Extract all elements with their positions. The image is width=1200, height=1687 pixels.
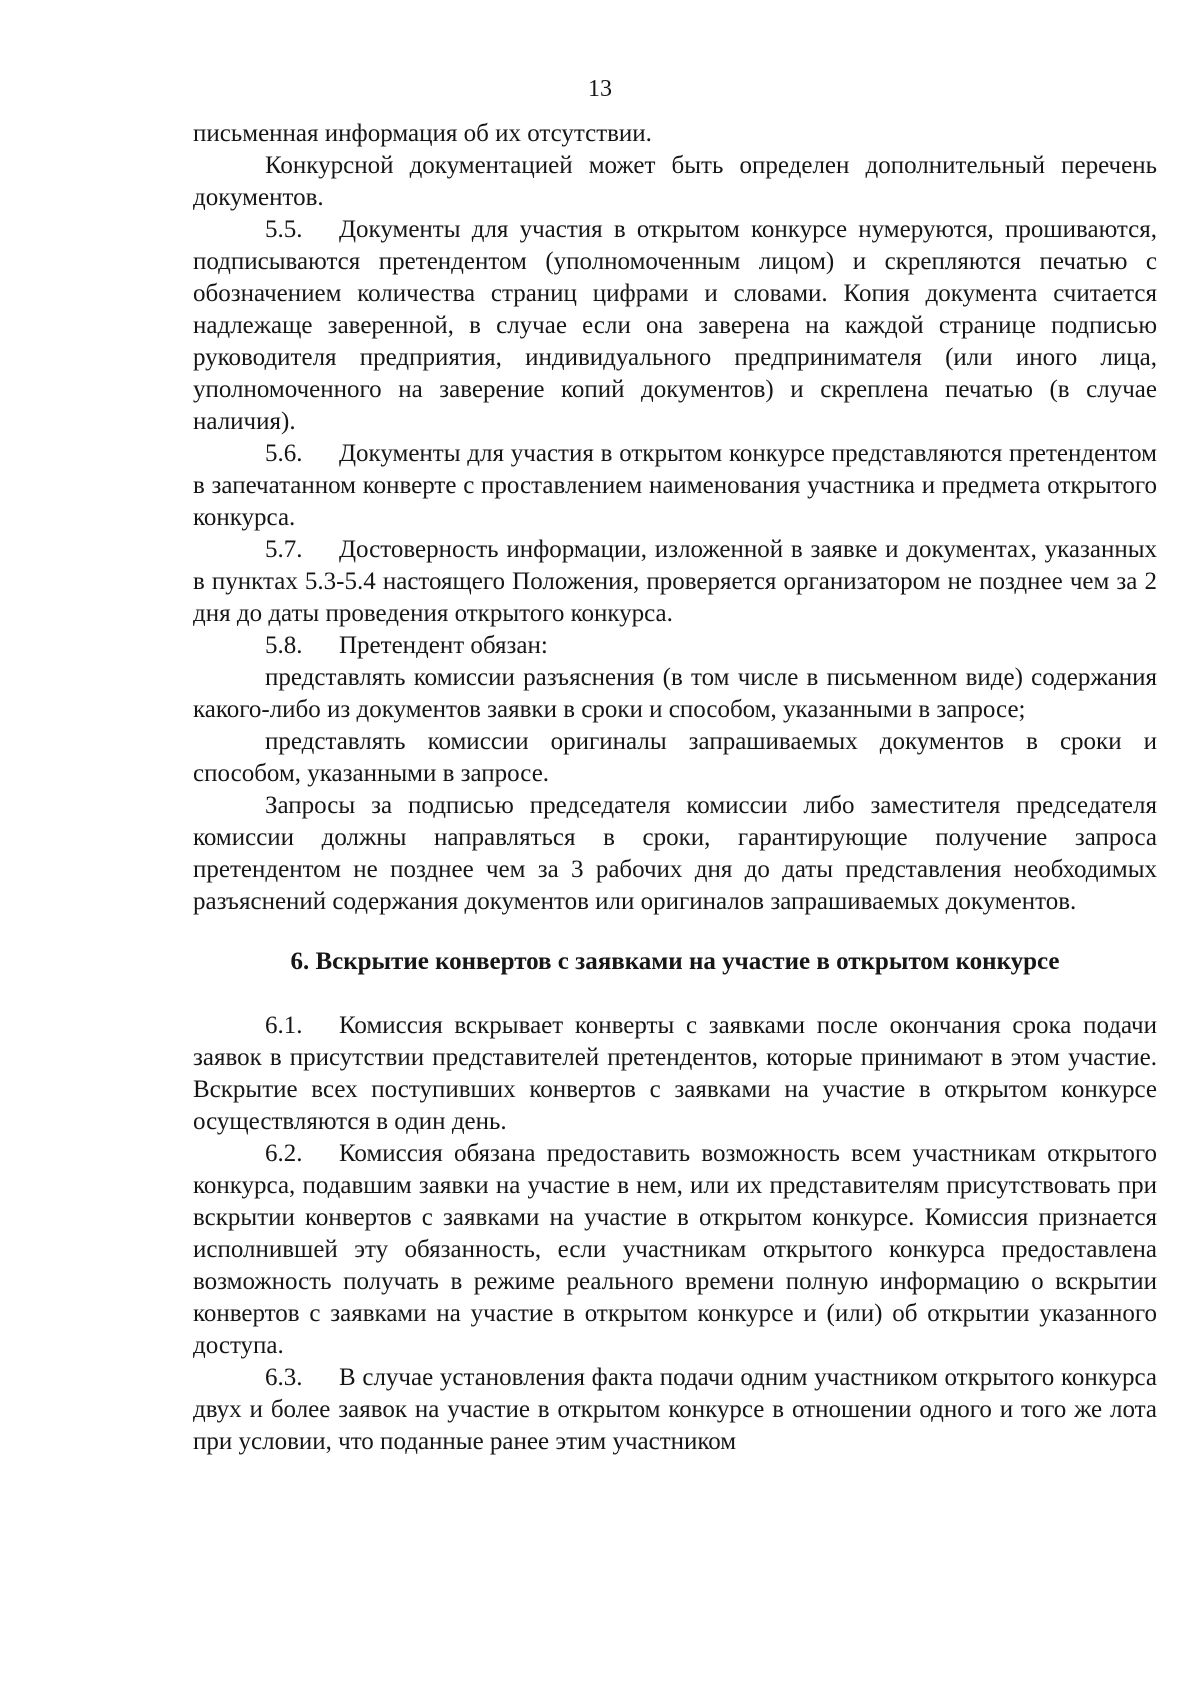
clause-number: 6.1. (265, 1012, 303, 1039)
paragraph-text: Достоверность информации, изложенной в заявке и документах, указанных в пунктах 5.3-5.4 настоящего Положения, проверяется организатором не позднее чем за 2 дня до даты проведения открытого конкурса. (193, 536, 1157, 627)
document-body (193, 118, 1157, 1458)
paragraphs-after-heading (193, 1010, 1157, 1458)
paragraph-p-5-8-b (193, 726, 1157, 790)
clause-number: 5.8. (265, 632, 303, 659)
paragraph-p-extra (193, 150, 1157, 214)
paragraph-p-5-5 (193, 214, 1157, 438)
paragraph-p-6-1 (193, 1010, 1157, 1138)
paragraph-p-5-8-a (193, 662, 1157, 726)
paragraph-text: Претендент обязан: (339, 632, 548, 659)
paragraph-p-6-3 (193, 1362, 1157, 1458)
paragraph-text: письменная информация об их отсутствии. (193, 120, 652, 147)
paragraph-text: представлять комиссии разъяснения (в том числе в письменном виде) содержания какого-либо из документов заявки в сроки и способом, указанными в запросе; (193, 664, 1157, 723)
paragraph-p-cont (193, 118, 1157, 150)
paragraph-text: Запросы за подписью председателя комиссии либо заместителя председателя комиссии должны направляться в сроки, гарантирующие получение запроса претендентом не позднее чем за 3 рабочих дня до даты представления необходимых разъяснений содержания документов или оригиналов запрашиваемых документов. (193, 792, 1157, 915)
paragraphs-before-heading (193, 118, 1157, 918)
paragraph-p-5-7 (193, 534, 1157, 630)
paragraph-p-6-2 (193, 1138, 1157, 1362)
clause-number: 5.6. (265, 440, 303, 467)
paragraph-p-5-8 (193, 630, 1157, 662)
paragraph-text: В случае установления факта подачи одним участником открытого конкурса двух и более заявок на участие в открытом конкурсе в отношении одного и того же лота при условии, что поданные ранее этим участником (193, 1364, 1157, 1455)
page-number: 13 (588, 76, 612, 102)
paragraph-text: представлять комиссии оригиналы запрашиваемых документов в сроки и способом, указанными в запросе. (193, 728, 1157, 787)
clause-number: 6.2. (265, 1140, 303, 1167)
paragraph-text: Документы для участия в открытом конкурсе нумеруются, прошиваются, подписываются претендентом (уполномоченным лицом) и скрепляются печатью с обозначением количества страниц цифрами и словами. Копия документа считается надлежаще заверенной, в случае если она заверена на каждой странице подписью руководителя предприятия, индивидуального предпринимателя (или иного лица, уполномоченного на заверение копий документов) и скреплена печатью (в случае наличия). (193, 216, 1157, 435)
paragraph-p-5-6 (193, 438, 1157, 534)
clause-number: 6.3. (265, 1364, 303, 1391)
paragraph-p-requests (193, 790, 1157, 918)
clause-number: 5.7. (265, 536, 303, 563)
paragraph-text: Документы для участия в открытом конкурсе представляются претендентом в запечатанном конверте с проставлением наименования участника и предмета открытого конкурса. (193, 440, 1157, 531)
clause-number: 5.5. (265, 216, 303, 243)
paragraph-text: Конкурсной документацией может быть определен дополнительный перечень документов. (193, 152, 1157, 211)
paragraph-text: Комиссия вскрывает конверты с заявками после окончания срока подачи заявок в присутствии представителей претендентов, которые принимают в этом участие. Вскрытие всех поступивших конвертов с заявками на участие в открытом конкурсе осуществляются в один день. (193, 1012, 1157, 1135)
section-heading: 6. Вскрытие конвертов с заявками на участие в открытом конкурсе (290, 948, 1060, 975)
paragraph-text: Комиссия обязана предоставить возможность всем участникам открытого конкурса, подавшим заявки на участие в нем, или их представителям присутствовать при вскрытии конвертов с заявками на участие в открытом конкурсе. Комиссия признается исполнившей эту обязанность, если участникам открытого конкурса предоставлена возможность получать в режиме реального времени полную информацию о вскрытии конвертов с заявками на участие в открытом конкурсе и (или) об открытии указанного доступа. (193, 1140, 1157, 1359)
